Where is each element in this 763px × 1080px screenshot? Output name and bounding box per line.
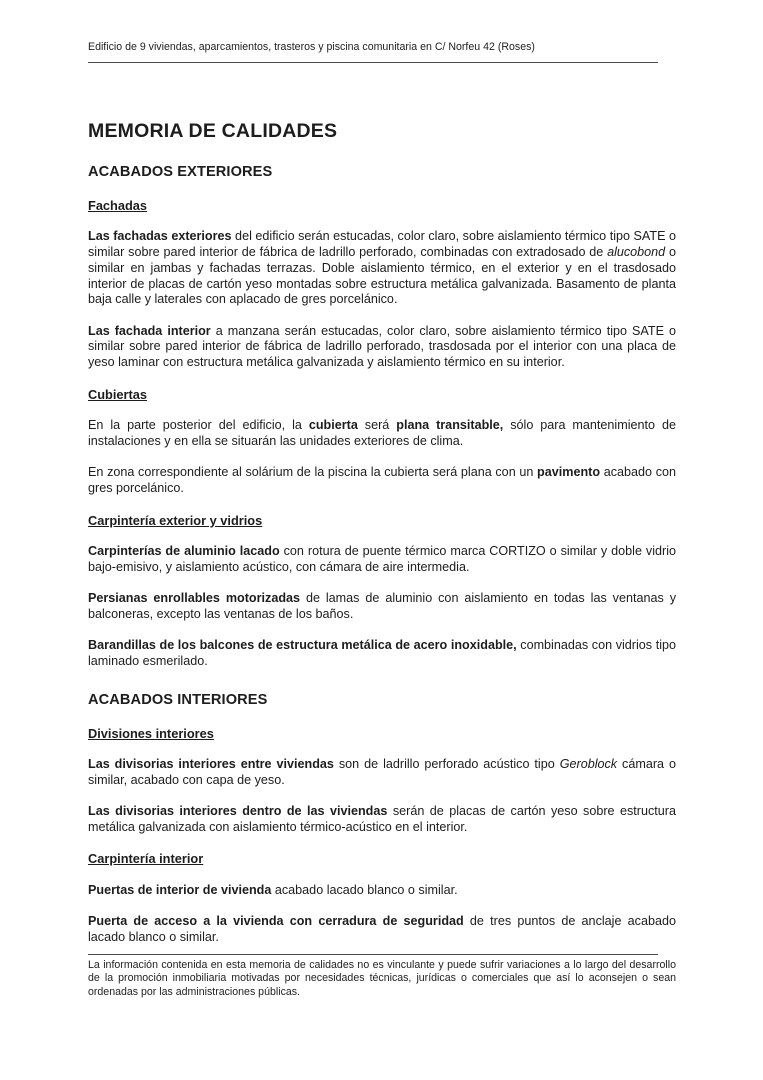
paragraph xyxy=(88,324,676,371)
paragraph xyxy=(88,591,676,622)
section-heading: ACABADOS EXTERIORES xyxy=(88,164,273,180)
subsection-heading: Carpintería interior xyxy=(88,851,204,867)
subsection-heading: Fachadas xyxy=(88,198,148,213)
header-rule xyxy=(88,62,658,63)
text-run: de tres puntos de anclaje acabado lacado blanco o similar. xyxy=(88,914,676,944)
paragraph xyxy=(88,544,676,575)
bold-run: pavimento xyxy=(537,465,601,480)
text-run: será xyxy=(357,418,397,433)
footer-disclaimer: La información contenida en esta memoria de calidades no es vinculante y puede sufrir variaciones a lo largo del desarrollo de la promoción inmobiliaria motivadas por necesidades técnicas, jurídicas o comerciales que así lo aconsejen o sean ordenadas por las administraciones públicas. xyxy=(88,959,676,998)
text-run: son de ladrillo perforado acústico tipo xyxy=(333,756,560,771)
paragraph xyxy=(88,914,676,945)
paragraph xyxy=(88,757,676,788)
footer-rule xyxy=(88,954,658,955)
page-content xyxy=(88,41,676,946)
text-run: o similar en jambas y fachadas terrazas. Doble aislamiento térmico, en el exterior y en el trasdosado interior de placas de cartón yeso montadas sobre estructura metálica galvanizada. Basamento de planta baja calle y laterales con aplacado de gres porcelánico. xyxy=(88,245,676,307)
bold-run: Las divisorias interiores dentro de las viviendas xyxy=(88,804,388,819)
subsection-heading: Divisiones interiores xyxy=(88,725,214,741)
italic-run: alucobond xyxy=(607,245,666,260)
text-run: serán de placas de cartón yeso sobre estructura metálica galvanizada con aislamiento térmico-acústico en el interior. xyxy=(88,804,676,834)
bold-run: Carpinterías de aluminio lacado xyxy=(88,543,280,558)
bold-run: Las fachada interior xyxy=(88,323,211,338)
text-run: combinadas con vidrios tipo laminado esmerilado. xyxy=(88,638,677,668)
text-run: con rotura de puente térmico marca CORTIZO o similar y doble vidrio bajo-emisivo, y aislamiento acústico, con cámara de aire intermedia. xyxy=(88,543,676,574)
bold-run: Barandillas de los balcones de estructura metálica de acero inoxidable, xyxy=(88,638,517,653)
paragraph xyxy=(88,883,676,899)
text-run: de lamas de aluminio con aislamiento en todas las ventanas y balconeras, excepto las ventanas de los baños. xyxy=(88,591,676,621)
bold-run: Puertas de interior de vivienda xyxy=(88,882,272,897)
bold-run: Persianas enrollables motorizadas xyxy=(88,591,301,606)
paragraph xyxy=(88,804,676,835)
subsection-heading: Cubiertas xyxy=(88,386,148,402)
bold-run: Puerta de acceso a la vivienda con cerradura de seguridad xyxy=(88,914,464,929)
page-title: MEMORIA DE CALIDADES xyxy=(88,120,338,142)
paragraph xyxy=(88,638,676,669)
subsection-heading: Carpintería exterior y vidrios xyxy=(88,512,263,528)
text-run: del edificio serán estucadas, color claro, sobre aislamiento térmico tipo SATE o similar sobre pared interior de fábrica de ladrillo perforado, combinadas con extradosado de xyxy=(88,229,676,260)
paragraph xyxy=(88,229,676,308)
italic-run: Geroblock xyxy=(559,756,618,771)
section-heading: ACABADOS INTERIORES xyxy=(88,691,268,708)
running-header: Edificio de 9 viviendas, aparcamientos, trasteros y piscina comunitaria en C/ Norfeu 42 (Roses) xyxy=(88,41,535,53)
text-run: En zona correspondiente al solárium de la piscina la cubierta será plana con un xyxy=(88,465,538,480)
paragraph xyxy=(88,465,676,496)
paragraph xyxy=(88,418,676,449)
bold-run: Las fachadas exteriores xyxy=(88,229,232,244)
bold-run: Las divisorias interiores entre viviendas xyxy=(88,756,334,771)
document-body xyxy=(88,163,676,946)
text-run: cámara o similar, acabado con capa de yeso. xyxy=(88,756,677,787)
text-run: acabado lacado blanco o similar. xyxy=(271,882,458,897)
bold-run: plana transitable, xyxy=(396,418,504,433)
text-run: sólo para mantenimiento de instalaciones y en ella se situarán las unidades exteriores de clima. xyxy=(88,418,676,448)
text-run: a manzana serán estucadas, color claro, sobre aislamiento térmico tipo SATE o similar sobre pared interior de fábrica de ladrillo perforado, trasdosada por el interior con una placa de yeso laminar con estructura metálica galvanizada y aislamiento térmico en su interior. xyxy=(88,323,676,369)
text-run: En la parte posterior del edificio, la xyxy=(88,418,309,433)
bold-run: cubierta xyxy=(308,418,358,433)
page-footer xyxy=(88,954,676,999)
text-run: acabado con gres porcelánico. xyxy=(88,465,676,495)
